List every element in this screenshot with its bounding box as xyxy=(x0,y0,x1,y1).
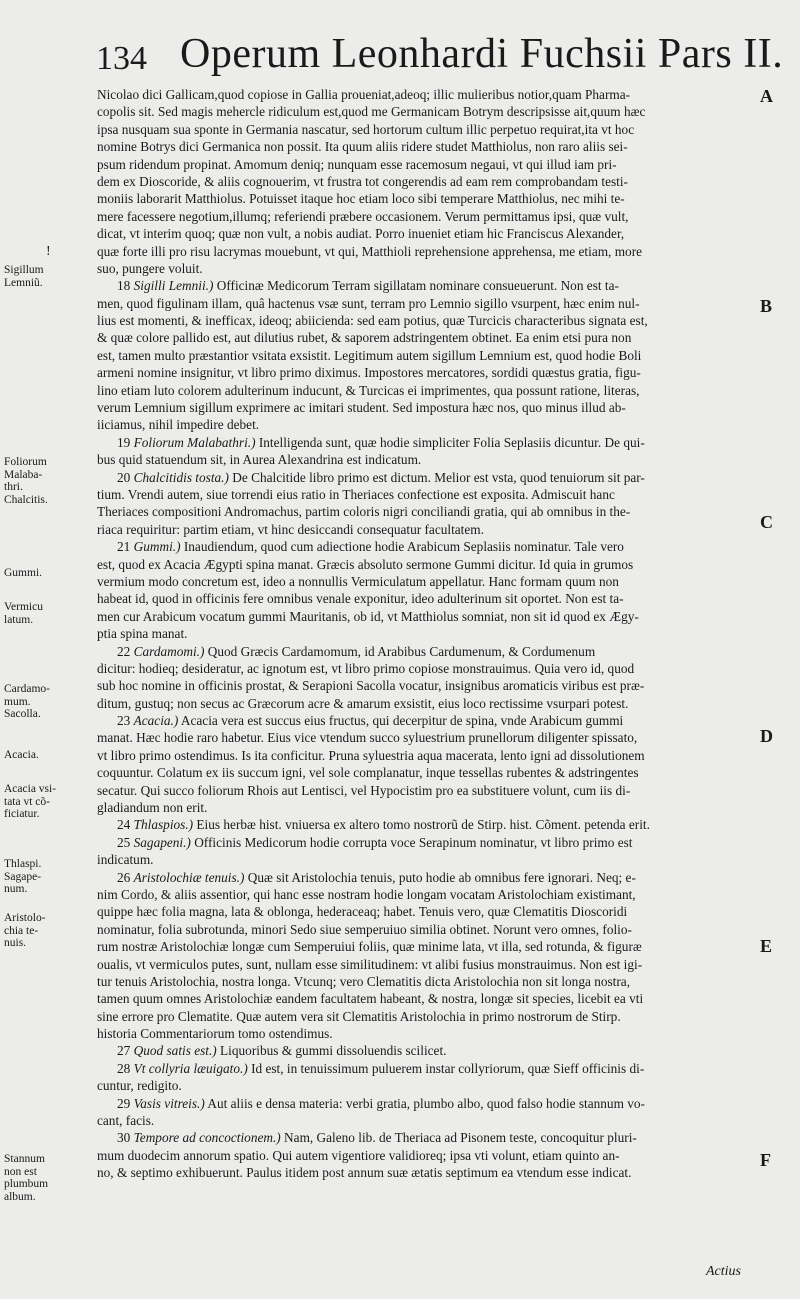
lemma: Aristolochiæ tenuis.) xyxy=(133,869,245,885)
text-line xyxy=(97,747,759,764)
lemma: Foliorum Malabathri.) xyxy=(133,434,256,450)
text-line xyxy=(97,1025,759,1042)
note-number: 19 xyxy=(117,434,131,450)
body-text xyxy=(97,86,759,1182)
text-line xyxy=(97,243,759,260)
line-text: Aut aliis e densa materia: verbi gratia, plumbo albo, quod falso hodie stannum vo- xyxy=(204,1095,645,1111)
line-text: Liquoribus & gummi dissoluendis scilicet. xyxy=(216,1043,447,1059)
text-line xyxy=(97,503,759,520)
text-line xyxy=(97,990,759,1007)
line-text: quæ forte illi pro risu lacrymas mouebunt, vt qui, Matthioli reprehensione apprehensa, me etiam, more xyxy=(97,243,643,259)
margin-note: Stannum non est plumbum album. xyxy=(4,1153,49,1203)
text-line xyxy=(97,260,759,277)
text-line xyxy=(97,764,759,781)
note-number: 26 xyxy=(117,869,131,885)
text-line xyxy=(97,956,759,973)
line-text: tur tenuis Aristolochia, nostra longa. Vtcunq; vero Clematitis dicta Aristolochia non sit longa nostra, xyxy=(97,973,631,989)
text-line xyxy=(97,677,759,694)
text-line xyxy=(97,573,759,590)
text-line xyxy=(97,399,759,416)
stray-mark: ! xyxy=(46,244,51,259)
lemma: Thlaspios.) xyxy=(133,817,194,833)
text-line xyxy=(97,103,759,120)
text-line xyxy=(97,1112,759,1129)
text-line xyxy=(97,1147,759,1164)
margin-note: Thlaspi. Sagape- num. xyxy=(4,858,42,895)
note-number: 24 xyxy=(117,817,131,833)
lemma: Chalcitidis tosta.) xyxy=(133,469,229,485)
text-line xyxy=(97,277,759,294)
text-line xyxy=(97,851,759,868)
line-text: nominatur, folia subrotunda, minori Sedo siue semperuiuo similia obtinet. Norunt vero omnes, folio- xyxy=(97,921,632,937)
line-text: lino etiam luto colorem adulterinum inducunt, & Turcicas ei imprimentes, qua possunt ratione, literas, xyxy=(97,382,640,398)
text-line xyxy=(97,225,759,242)
text-line xyxy=(97,1077,759,1094)
line-text: rum nostræ Aristolochiæ longæ cum Semperuiui foliis, quæ minime lata, vt illa, sed rotunda, & figuræ xyxy=(97,939,642,955)
line-text: armeni nomine insignitur, vt libro primo diximus. Impostores mercatores, sordidi quæstus gratia, figu- xyxy=(97,365,641,381)
text-line xyxy=(97,208,759,225)
margin-note: Aristolo- chia te- nuis. xyxy=(4,912,46,949)
line-text: lius est momenti, & inefficax, ideoq; abiicienda: sed eam potius, quæ Turcicis characteribus signata est, xyxy=(97,313,648,329)
margin-note: Acacia. xyxy=(4,749,39,761)
line-text: dicitur: hodieq; desideratur, ac ignotum est, vt libro primo copiose monstrauimus. Quia vero id, quod xyxy=(97,660,635,676)
text-line xyxy=(97,973,759,990)
line-text: tium. Vrendi autem, siue torrendi eius ratio in Theriaces confectione est exposita. Admiscuit hanc xyxy=(97,486,615,502)
text-line xyxy=(97,382,759,399)
lemma: Quod satis est.) xyxy=(133,1043,217,1059)
line-text: Acacia vera est succus eius fructus, qui decerpitur de spina, vnde Arabicum gummi xyxy=(178,713,624,729)
lemma: Acacia.) xyxy=(133,713,179,729)
margin-note: Acacia vsi- tata vt cõ- ficiatur. xyxy=(4,783,57,820)
line-text: dicat, vt interim quoq; quæ non vult, a nobis audiat. Porro inueniet etiam hic Franciscus Alexander, xyxy=(97,226,625,242)
catchword: Actius xyxy=(706,1264,741,1279)
text-line xyxy=(97,816,759,833)
text-line xyxy=(97,156,759,173)
text-line xyxy=(97,347,759,364)
lemma: Sagapeni.) xyxy=(133,834,191,850)
margin-note: Gummi. xyxy=(4,567,43,579)
text-line xyxy=(97,469,759,486)
line-text: dem ex Dioscoride, & aliis cognouerim, vt frustra tot congerendis ad eam rem comprobandam testi- xyxy=(97,173,628,189)
line-text: vt libro primo ostendimus. Is ita conficitur. Pruna syluestria aqua macerata, lento igni ad dissolutionem xyxy=(97,747,645,763)
text-line xyxy=(97,190,759,207)
text-line xyxy=(97,1164,759,1181)
text-line xyxy=(97,329,759,346)
line-text: men, quod figulinam illam, quâ hactenus vsæ sunt, terram pro Lemnio sigillo vsurpent, hæc enim nul- xyxy=(97,295,640,311)
line-text: moniis laborarit Matthiolus. Potuisset itaque hoc etiam loco sibi temperare Matthiolus, nec mihi te- xyxy=(97,191,625,207)
section-letter: F xyxy=(760,1150,771,1170)
line-text: historia Commentariorum tomo ostendimus. xyxy=(97,1026,333,1042)
line-text: Inaudiendum, quod cum adiectione hodie Arabicum Seplasiis nominatur. Tale vero xyxy=(180,539,624,555)
text-line xyxy=(97,434,759,451)
text-line xyxy=(97,521,759,538)
section-letter: C xyxy=(760,512,773,532)
margin-note: Vermicu latum. xyxy=(4,601,43,626)
line-text: est, quod ex Acacia Ægypti spina manat. Græcis absoluto sermone Gummi dicitur. Id quia in grumos xyxy=(97,556,634,572)
text-line xyxy=(97,869,759,886)
text-line xyxy=(97,86,759,103)
text-line xyxy=(97,451,759,468)
line-text: Id est, in tenuissimum puluerem instar collyriorum, quæ Sieff officinis di- xyxy=(247,1060,645,1076)
line-text: Eius herbæ hist. vniuersa ex altero tomo nostrorũ de Stirp. hist. Cõment. petenda erit. xyxy=(193,817,650,833)
line-text: gladiandum non erit. xyxy=(97,800,208,816)
text-line xyxy=(97,729,759,746)
running-head: Operum Leonhardi Fuchsii Pars II. xyxy=(180,31,784,77)
text-line xyxy=(97,695,759,712)
line-text: Officinis Medicorum hodie corrupta voce Serapinum nominatur, vt libro primo est xyxy=(190,834,633,850)
text-line xyxy=(97,1042,759,1059)
note-number: 30 xyxy=(117,1130,131,1146)
line-text: Nicolao dici Gallicam,quod copiose in Gallia proueniat,adeoq; illic mulieribus notior,quam Pharma- xyxy=(97,87,631,102)
margin-note: Sigillum Lemniũ. xyxy=(4,264,44,289)
lemma: Cardamomi.) xyxy=(133,643,205,659)
text-line xyxy=(97,903,759,920)
lemma: Vasis vitreis.) xyxy=(133,1095,205,1111)
text-line xyxy=(97,121,759,138)
text-line xyxy=(97,295,759,312)
text-line xyxy=(97,364,759,381)
line-text: Quod Græcis Cardamomum, id Arabibus Cardumenum, & Cordumenum xyxy=(204,643,596,659)
line-text: cant, facis. xyxy=(97,1113,155,1129)
line-text: copolis sit. Sed magis mehercle ridiculum est,quod me Germanicam Botrym descripsisse ait,quum hæc xyxy=(97,104,646,120)
line-text: est, tamen multo præstantior vsitata exsistit. Legitimum autem sigillum Lemnium est, quod hodie Boli xyxy=(97,347,642,363)
text-line xyxy=(97,938,759,955)
text-line xyxy=(97,712,759,729)
line-text: ptia spina manat. xyxy=(97,626,188,642)
text-line xyxy=(97,416,759,433)
section-letter: B xyxy=(760,296,773,316)
lemma: Tempore ad concoctionem.) xyxy=(133,1130,281,1146)
line-text: tamen quum omnes Aristolochiæ eandem facultatem habeant, & nostra, longæ sit species, licebit ea vti xyxy=(97,991,644,1007)
line-text: indicatum. xyxy=(97,852,154,868)
line-text: vermium modo concretum est, ideo a nonnullis Vermiculatum appellatur. Hanc formam quum non xyxy=(97,573,619,589)
text-line xyxy=(97,608,759,625)
line-text: nomine Botrys dici Germanica non possit. Ita quum aliis ridere studet Matthiolus, non raro aliis sei- xyxy=(97,139,628,155)
line-text: verum Lemnium sigillum exprimere ac imitari student. Sed impostura hæc nos, quo minus illud ab- xyxy=(97,400,626,416)
note-number: 20 xyxy=(117,469,131,485)
lemma: Sigilli Lemnii.) xyxy=(133,278,214,294)
section-letter: A xyxy=(760,86,773,106)
line-text: Quæ sit Aristolochia tenuis, puto hodie ab omnibus fere ignorari. Neq; e- xyxy=(244,869,636,885)
margin-note: Cardamo- mum. Sacolla. xyxy=(4,683,50,720)
text-line xyxy=(97,782,759,799)
line-text: nim Cordo, & aliis assentior, qui hanc esse nostram hodie longam vocatam Aristolochiam existimant, xyxy=(97,886,636,902)
line-text: mum duodecim annorum spatio. Qui autem vigentiore validioreq; ipsa vti volunt, etiam quinto an- xyxy=(97,1147,620,1163)
lemma: Gummi.) xyxy=(133,539,181,555)
text-line xyxy=(97,643,759,660)
lemma: Vt collyria læuigato.) xyxy=(133,1060,248,1076)
text-line xyxy=(97,538,759,555)
line-text: sine errore pro Clematite. Quæ autem vera sit Clematitis Aristolochia in primo nostrorum de Stirp. xyxy=(97,1008,621,1024)
note-number: 28 xyxy=(117,1060,131,1076)
text-line xyxy=(97,312,759,329)
text-line xyxy=(97,173,759,190)
line-text: Nam, Galeno lib. de Theriaca ad Pisonem teste, concoquitur pluri- xyxy=(280,1130,637,1146)
line-text: ditum, gustuq; non secus ac Græcorum acre & amarum exsistit, eius loco rectissime vsurpari potest. xyxy=(97,695,629,711)
line-text: oualis, vt vermiculos putes, sunt, nullam esse similitudinem: vt alibi fusius monstrauimus. Non est igi- xyxy=(97,956,643,972)
line-text: secatur. Qui succo foliorum Rhois aut Lentisci, vel Hypocistim pro ea substituere volunt, cum iis di- xyxy=(97,782,631,798)
note-number: 21 xyxy=(117,539,131,555)
text-line xyxy=(97,1008,759,1025)
line-text: psum ridendum propinat. Amomum deniq; nunquam esse racemosum negaui, vt qui illud iam pri- xyxy=(97,156,617,172)
line-text: Intelligenda sunt, quæ hodie simpliciter Folia Seplasiis dicuntur. De qui- xyxy=(255,434,645,450)
line-text: ipsa nusquam sua sponte in Germania nascatur, sed hortorum cultum illic perpetuo requirat,ita vt hoc xyxy=(97,121,635,137)
text-line xyxy=(97,921,759,938)
note-number: 23 xyxy=(117,713,131,729)
line-text: men cur Arabicum vocatum gummi Mauritanis, ob id, vt Matthiolus somniat, non sit id quod ex Ægy- xyxy=(97,608,639,624)
line-text: mere facessere negotium,illumq; referiendi præbere occasionem. Verum permittamus ipsi, quæ vult, xyxy=(97,208,629,224)
text-line xyxy=(97,1129,759,1146)
text-line xyxy=(97,556,759,573)
line-text: Officinæ Medicorum Terram sigillatam nominare consueuerunt. Non est ta- xyxy=(213,278,619,294)
text-line xyxy=(97,1095,759,1112)
line-text: coquuntur. Colatum ex iis succum igni, vel sole complanatur, inque tessellas rubentes & adstringentes xyxy=(97,765,639,781)
text-line xyxy=(97,625,759,642)
text-line xyxy=(97,138,759,155)
text-line xyxy=(97,886,759,903)
line-text: cuntur, redigito. xyxy=(97,1078,182,1094)
note-number: 27 xyxy=(117,1043,131,1059)
line-text: no, & septimo exhibuerunt. Paulus itidem post annum suæ ætatis septimum ea vtendum esse indicat. xyxy=(97,1165,632,1181)
line-text: riaca requiritur: partim etiam, vt hinc desiccandi consequatur facultatem. xyxy=(97,521,484,537)
line-text: sub hoc nomine in officinis prostat, & Serapioni Sacolla vocatur, insignibus aromaticis viribus est præ- xyxy=(97,678,645,694)
line-text: manat. Hæc hodie raro habetur. Eius vice vtendum succo syluestrium prunellorum diligenter spissato, xyxy=(97,730,638,746)
note-number: 22 xyxy=(117,643,131,659)
text-line xyxy=(97,1060,759,1077)
text-line xyxy=(97,486,759,503)
margin-note: Foliorum Malaba- thri. Chalcitis. xyxy=(4,456,48,506)
note-number: 25 xyxy=(117,834,131,850)
line-text: quippe hæc folia magna, lata & oblonga, hederaceaq; habet. Tenuis vero, quæ Clematitis Dioscoridi xyxy=(97,904,628,920)
note-number: 29 xyxy=(117,1095,131,1111)
section-letter: D xyxy=(760,726,773,746)
text-line xyxy=(97,590,759,607)
line-text: habeat id, quod in officinis fere omnibus venale exponitur, ideo adulterinum sit oportet. Non est ta- xyxy=(97,591,624,607)
text-line xyxy=(97,834,759,851)
text-line xyxy=(97,660,759,677)
line-text: suo, pungere voluit. xyxy=(97,260,203,276)
line-text: De Chalcitide libro primo est dictum. Melior est vsta, quod tenuiorum sit par- xyxy=(228,469,645,485)
page-number: 134 xyxy=(96,40,147,77)
line-text: bus quid statuendum sit, in Aurea Alexandrina est indicatum. xyxy=(97,452,422,468)
text-line xyxy=(97,799,759,816)
section-letter: E xyxy=(760,936,773,956)
line-text: Theriaces compositioni Andromachus, partim coloris nigri conciliandi gratia, qui ab omnibus in the- xyxy=(97,504,631,520)
note-number: 18 xyxy=(117,278,131,294)
line-text: iiciamus, nihil impedire debet. xyxy=(97,417,260,433)
line-text: & quæ colore pallido est, aut dilutius rubet, & saporem adstringentem obtinet. Ea enim etsi pura non xyxy=(97,330,632,346)
